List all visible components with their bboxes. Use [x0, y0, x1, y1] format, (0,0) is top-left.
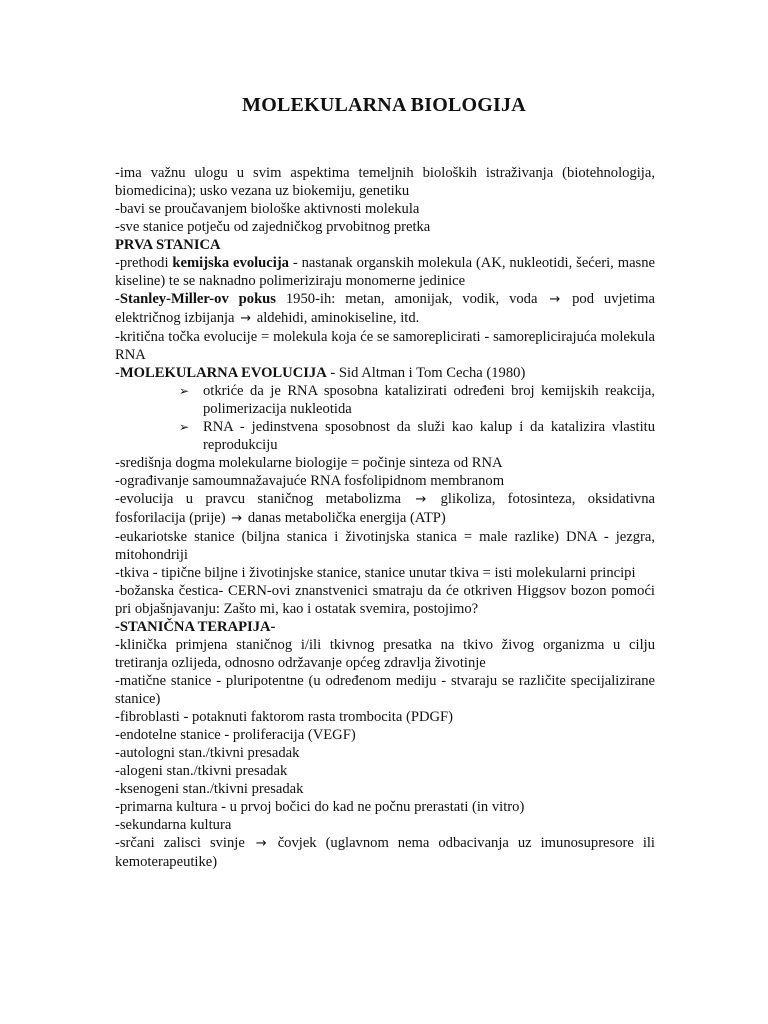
arrow-right-icon: → [240, 311, 252, 326]
paragraph: -ima važnu ulogu u svim aspektima temeljnih bioloških istraživanja (biotehnologija, biomedicina); usko vezana uz biokemiju, genetiku [115, 165, 655, 199]
list-item-text: otkriće da je RNA sposobna katalizirati određeni broj kemijskih reakcija, polimerizacija nukleotida [203, 383, 655, 417]
section-heading-stanicna-terapija: -STANIČNA TERAPIJA- [115, 619, 276, 635]
document-title: MOLEKULARNA BIOLOGIJA [242, 94, 526, 116]
paragraph: -primarna kultura - u prvoj bočici do kad ne počnu prerastati (in vitro) [115, 799, 525, 815]
text: čovjek (uglavnom nema odbacivanja uz imunosupresore ili kemoterapeutike) [115, 835, 655, 870]
paragraph [115, 290, 655, 328]
paragraph [115, 254, 655, 290]
paragraph: -bavi se proučavanjem biološke aktivnosti molekula [115, 201, 420, 217]
paragraph [115, 364, 655, 382]
text: - [115, 291, 120, 307]
arrow-right-icon: → [231, 511, 243, 526]
paragraph: -kritična točka evolucije = molekula koja će se samoreplicirati - samoreplicirajuća molekula RNA [115, 329, 655, 363]
text: - nastanak organskih molekula (AK, nukleotidi, šećeri, masne kiseline) te se naknadno polimeriziraju monomerne jedinice [115, 255, 655, 289]
paragraph: -ksenogeni stan./tkivni presadak [115, 781, 304, 797]
text: pod uvjetima električnog izbijanja [115, 291, 655, 326]
paragraph: -božanska čestica- CERN-ovi znanstvenici smatraju da će otkriven Higgsov bozon pomoći pri objašnjavanju: Zašto mi, kao i ostatak svemira, postojimo? [115, 583, 655, 617]
arrow-right-icon: → [415, 492, 427, 507]
text: - [115, 365, 120, 381]
arrowhead-bullet-icon: ➢ [179, 384, 190, 398]
bold-term: MOLEKULARNA EVOLUCIJA [119, 365, 327, 381]
list-item [115, 418, 655, 454]
paragraph: -eukariotske stanice (biljna stanica i životinjska stanica = male razlike) DNA - jezgra, mitohondriji [115, 529, 655, 563]
arrowhead-bullet-icon: ➢ [179, 420, 190, 434]
paragraph: -klinička primjena staničnog i/ili tkivnog presatka na tkivo živog organizma u cilju tretiranja ozlijeda, odnosno održavanje općeg zdravlja životinje [115, 637, 655, 671]
text: -srčani zalisci svinje [115, 835, 254, 851]
paragraph: -ograđivanje samoumnažavajuće RNA fosfolipidnom membranom [115, 473, 505, 489]
paragraph [115, 490, 655, 528]
bold-term: kemijska evolucija [172, 255, 289, 271]
paragraph: -autologni stan./tkivni presadak [115, 745, 300, 761]
paragraph: -alogeni stan./tkivni presadak [115, 763, 288, 779]
paragraph: -matične stanice - pluripotentne (u određenom mediju - stvaraju se različite specijalizirane stanice) [115, 673, 655, 707]
text: glikoliza, fotosinteza, oksidativna fosforilacija (prije) [115, 491, 655, 526]
list-item-text: RNA - jedinstvena sposobnost da služi kao kalup i da katalizira vlastitu reprodukciju [203, 419, 655, 453]
section-heading-prva-stanica: PRVA STANICA [115, 237, 221, 253]
bullet-list [115, 382, 655, 454]
paragraph: -tkiva - tipične biljne i životinjske stanice, stanice unutar tkiva = isti molekularni principi [115, 565, 636, 581]
paragraph: -endotelne stanice - proliferacija (VEGF) [115, 727, 356, 743]
document-body [115, 164, 655, 871]
text: 1950-ih: metan, amonijak, vodik, voda [275, 291, 548, 307]
text: danas metabolička energija (ATP) [244, 510, 446, 526]
text: -evolucija u pravcu staničnog metabolizma [115, 491, 414, 507]
list-item [115, 382, 655, 418]
arrow-right-icon: → [255, 836, 267, 851]
text: - Sid Altman i Tom Cecha (1980) [326, 365, 526, 381]
paragraph: -fibroblasti - potaknuti faktorom rasta trombocita (PDGF) [115, 709, 454, 725]
text: aldehidi, aminokiseline, itd. [253, 310, 420, 326]
paragraph: -središnja dogma molekularne biologije = počinje sinteza od RNA [115, 455, 503, 471]
paragraph: -sekundarna kultura [115, 817, 232, 833]
text: -prethodi [115, 255, 173, 271]
arrow-right-icon: → [549, 292, 561, 307]
paragraph: -sve stanice potječu od zajedničkog prvobitnog pretka [115, 219, 431, 235]
bold-term: Stanley-Miller-ov pokus [119, 291, 276, 307]
paragraph [115, 834, 655, 871]
